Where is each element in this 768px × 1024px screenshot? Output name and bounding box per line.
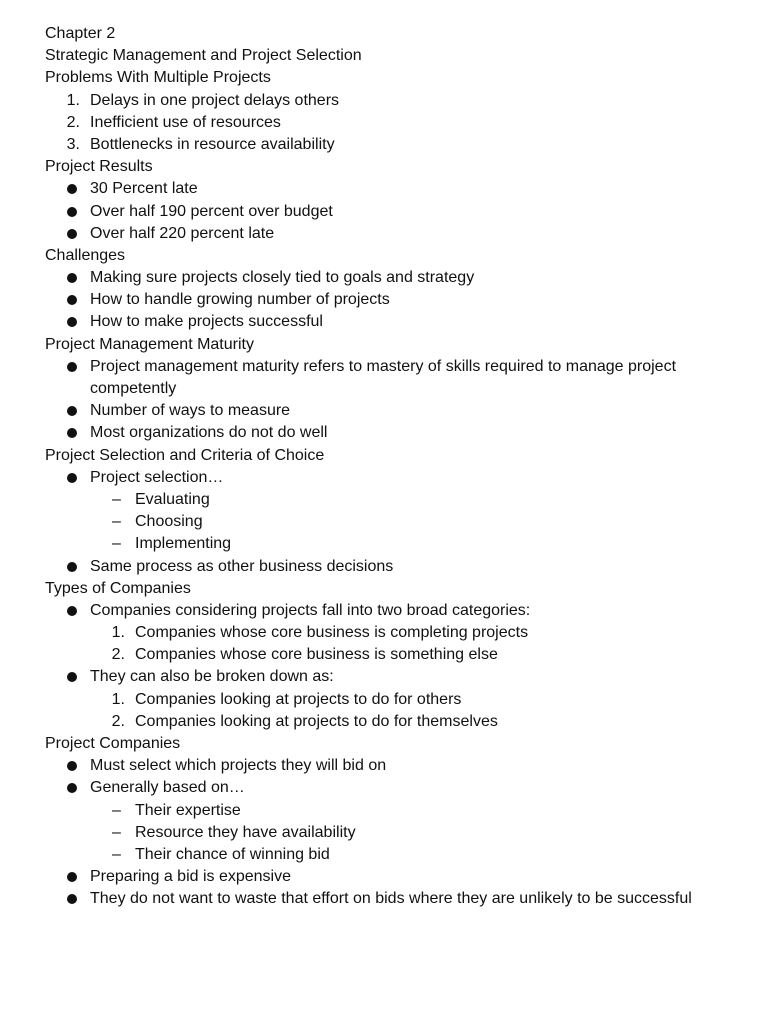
bullet-icon (67, 207, 77, 217)
sub-list-item (45, 511, 723, 533)
list-item-text: Must select which projects they will bid on (90, 757, 387, 775)
bullet-icon (67, 761, 77, 771)
bullet-icon (67, 273, 77, 283)
list-item (45, 422, 723, 444)
list-number: 2. (111, 646, 125, 664)
list-item-text: Most organizations do not do well (90, 424, 328, 442)
list-item (45, 201, 723, 223)
list-item-text: Choosing (135, 513, 203, 531)
list-item (45, 90, 723, 112)
sub-list-item (45, 644, 723, 666)
list-number: 1. (111, 690, 125, 708)
bullet-icon (67, 783, 77, 793)
list-item (45, 666, 723, 688)
section-heading: Project Companies (45, 735, 181, 753)
list-item (45, 289, 723, 311)
bullet-icon (67, 184, 77, 194)
list-item-text: Bottlenecks in resource availability (90, 135, 335, 153)
list-item-text: Project management maturity refers to mastery of skills required to manage project competently (90, 357, 677, 398)
list-item-text: They can also be broken down as: (90, 668, 334, 686)
list-item-text: Companies looking at projects to do for others (135, 690, 462, 708)
list-item-text: Over half 190 percent over budget (90, 202, 333, 220)
sub-list-item (45, 800, 723, 822)
list-item-text: Their chance of winning bid (135, 845, 330, 863)
list-item-text: Their expertise (135, 801, 241, 819)
list-item-text: Project selection… (90, 468, 224, 486)
list-number: 2. (111, 712, 125, 730)
list-number: 3. (66, 135, 80, 153)
document-title: Strategic Management and Project Selection (45, 47, 362, 65)
list-item (45, 356, 723, 400)
bullet-icon (67, 295, 77, 305)
list-item (45, 556, 723, 578)
list-item (45, 223, 723, 245)
list-item (45, 888, 723, 910)
bullet-icon (67, 229, 77, 239)
list-item-text: Resource they have availability (135, 823, 356, 841)
dash-marker: – (112, 490, 121, 508)
list-item-text: Number of ways to measure (90, 402, 291, 420)
list-item (45, 134, 723, 156)
section-heading: Types of Companies (45, 579, 191, 597)
list-item-text: Preparing a bid is expensive (90, 868, 292, 886)
list-item-text: Companies looking at projects to do for themselves (135, 712, 498, 730)
list-item-text: Making sure projects closely tied to goals and strategy (90, 269, 475, 287)
list-item (45, 467, 723, 489)
list-item-text: Over half 220 percent late (90, 224, 275, 242)
list-item-text: Same process as other business decisions (90, 557, 394, 575)
list-number: 1. (111, 624, 125, 642)
list-item (45, 267, 723, 289)
bullet-icon (67, 362, 77, 372)
list-number: 2. (66, 113, 80, 131)
sub-list-item (45, 489, 723, 511)
list-item-text: Companies whose core business is something else (135, 646, 498, 664)
sub-list-item (45, 822, 723, 844)
bullet-icon (67, 428, 77, 438)
sub-list-item (45, 689, 723, 711)
list-item-text: Delays in one project delays others (90, 91, 340, 109)
sub-list-item (45, 533, 723, 555)
dash-marker: – (112, 823, 121, 841)
bullet-icon (67, 894, 77, 904)
list-item-text: Implementing (135, 535, 232, 553)
list-item (45, 600, 723, 622)
section-heading: Project Selection and Criteria of Choice (45, 446, 325, 464)
bullet-icon (67, 872, 77, 882)
bullet-icon (67, 606, 77, 616)
list-item (45, 866, 723, 888)
list-item (45, 311, 723, 333)
list-item (45, 400, 723, 422)
bullet-icon (67, 473, 77, 483)
list-item-text: 30 Percent late (90, 180, 198, 198)
list-item-text: Inefficient use of resources (90, 113, 281, 131)
section-heading: Problems With Multiple Projects (45, 69, 271, 87)
list-item-text: Companies whose core business is completing projects (135, 624, 529, 642)
dash-marker: – (112, 801, 121, 819)
sub-list-item (45, 711, 723, 733)
section-heading: Challenges (45, 246, 126, 264)
section-heading: Project Management Maturity (45, 335, 254, 353)
list-item-text: Evaluating (135, 490, 210, 508)
list-item (45, 755, 723, 777)
bullet-icon (67, 317, 77, 327)
list-item-text: Companies considering projects fall into two broad categories: (90, 601, 531, 619)
sub-list-item (45, 622, 723, 644)
section-heading: Project Results (45, 158, 153, 176)
list-item (45, 178, 723, 200)
list-item-text: They do not want to waste that effort on bids where they are unlikely to be successful (90, 890, 692, 908)
list-number: 1. (66, 91, 80, 109)
bullet-icon (67, 406, 77, 416)
list-item-text: How to handle growing number of projects (90, 291, 390, 309)
chapter-label: Chapter 2 (45, 25, 116, 42)
dash-marker: – (112, 845, 121, 863)
list-item-text: Generally based on… (90, 779, 245, 797)
bullet-icon (67, 562, 77, 572)
bullet-icon (67, 672, 77, 682)
sub-list-item (45, 844, 723, 866)
list-item-text: How to make projects successful (90, 313, 323, 331)
dash-marker: – (112, 535, 121, 553)
dash-marker: – (112, 513, 121, 531)
list-item (45, 777, 723, 799)
list-item (45, 112, 723, 134)
